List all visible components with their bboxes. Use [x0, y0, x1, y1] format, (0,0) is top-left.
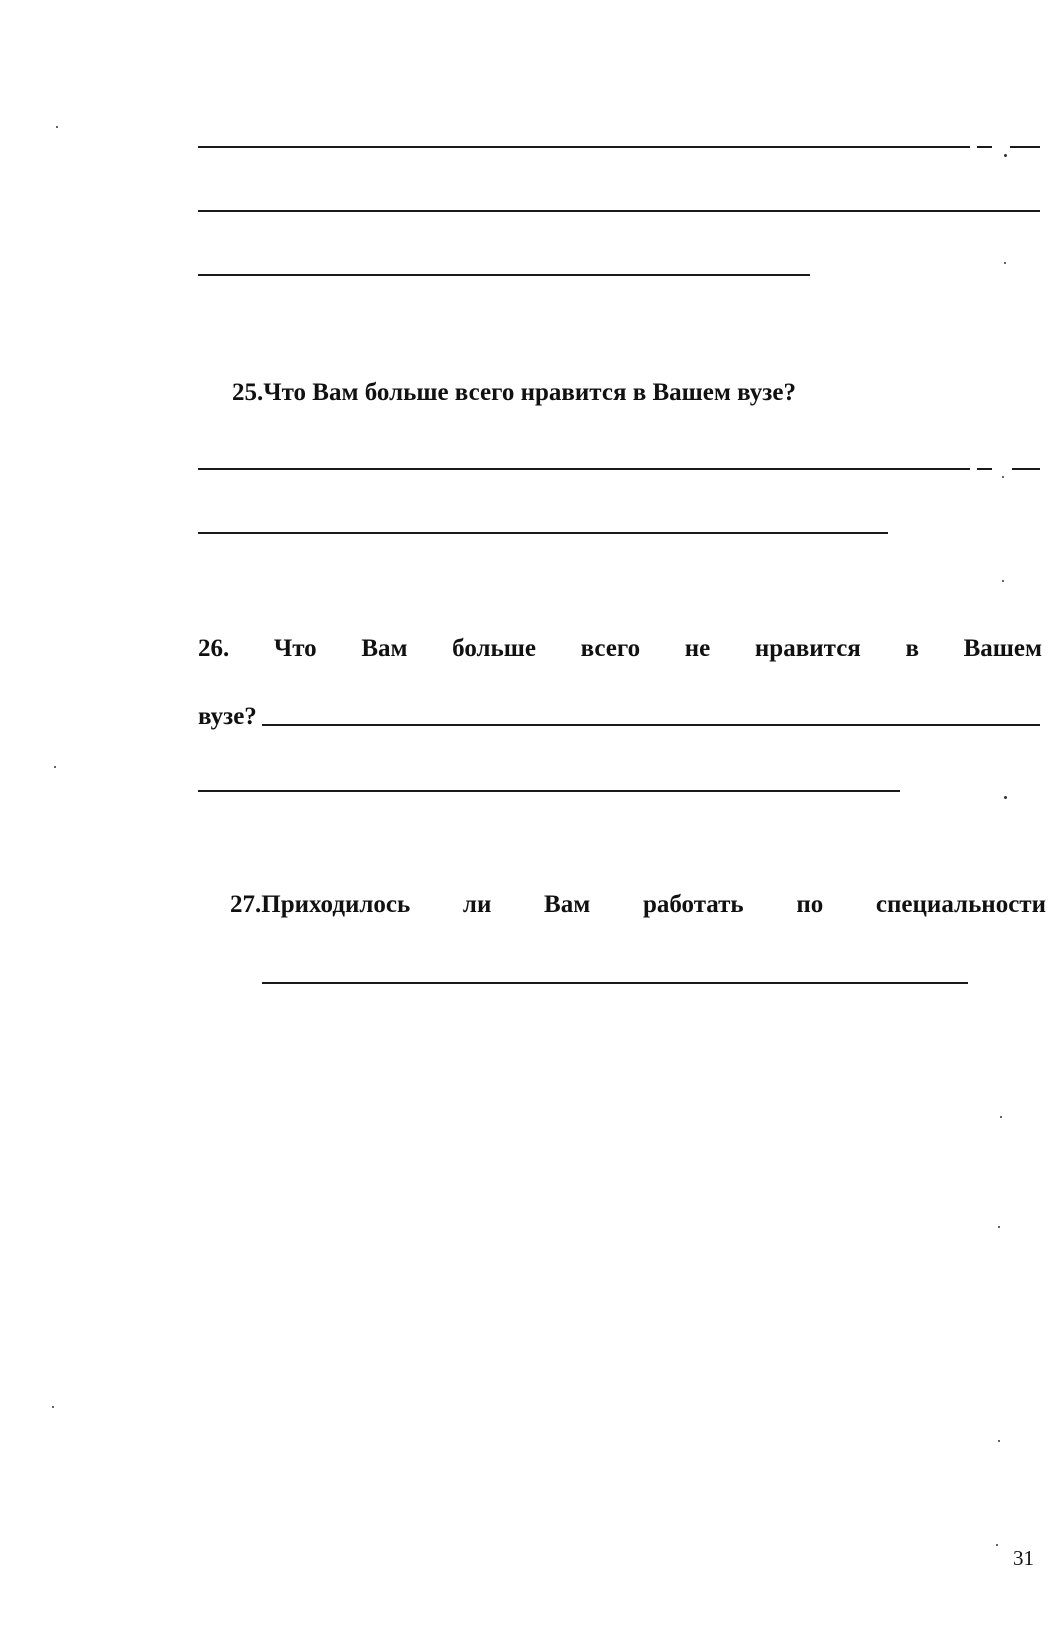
question-26-word: Что: [273, 635, 317, 662]
question-26-word: Вам: [361, 635, 408, 662]
answer-line: [198, 468, 970, 470]
scan-speck: [54, 766, 56, 768]
answer-line: [198, 210, 1040, 212]
scan-speck: [1002, 580, 1004, 582]
question-26-word: не: [684, 635, 711, 662]
scan-speck: [52, 1406, 54, 1408]
question-26-word: всего: [580, 635, 641, 662]
question-27-word: Вам: [544, 891, 591, 918]
answer-line: [262, 982, 968, 984]
question-27-word: работать: [642, 891, 744, 918]
question-26-line-2: вузе?: [198, 703, 257, 730]
scan-speck: [1000, 1116, 1002, 1118]
question-26-word: Вашем: [963, 635, 1042, 662]
answer-line: [262, 724, 1040, 726]
page-number: 31: [1013, 1546, 1034, 1570]
question-27-word: по: [796, 891, 824, 918]
scan-speck: [1004, 262, 1006, 264]
scan-speck: [1004, 154, 1007, 157]
question-27-word: ли: [462, 891, 492, 918]
question-25: 25.Что Вам больше всего нравится в Вашем вузе?: [232, 379, 796, 406]
question-26-word: больше: [452, 635, 536, 662]
answer-line: [1012, 468, 1040, 470]
scan-speck: [1004, 796, 1007, 799]
question-27-word: 27.Приходилось: [230, 891, 411, 918]
question-26-word: в: [905, 635, 919, 662]
question-26-word: нравится: [754, 635, 861, 662]
answer-line: [198, 146, 970, 148]
answer-line: [977, 468, 992, 470]
question-27: [230, 890, 1046, 920]
scan-speck: [1002, 476, 1004, 478]
scan-speck: [56, 126, 58, 128]
scan-speck: [996, 1544, 998, 1546]
question-26-line-1: [198, 634, 1042, 664]
scan-speck: [998, 1440, 1000, 1442]
answer-line: [198, 274, 810, 276]
answer-line: [198, 790, 900, 792]
scan-speck: [998, 1226, 1000, 1228]
answer-line: [977, 146, 992, 148]
answer-line: [198, 532, 888, 534]
question-27-word: специальности: [875, 891, 1046, 918]
answer-line: [1010, 146, 1040, 148]
question-26-word: 26.: [198, 635, 230, 662]
